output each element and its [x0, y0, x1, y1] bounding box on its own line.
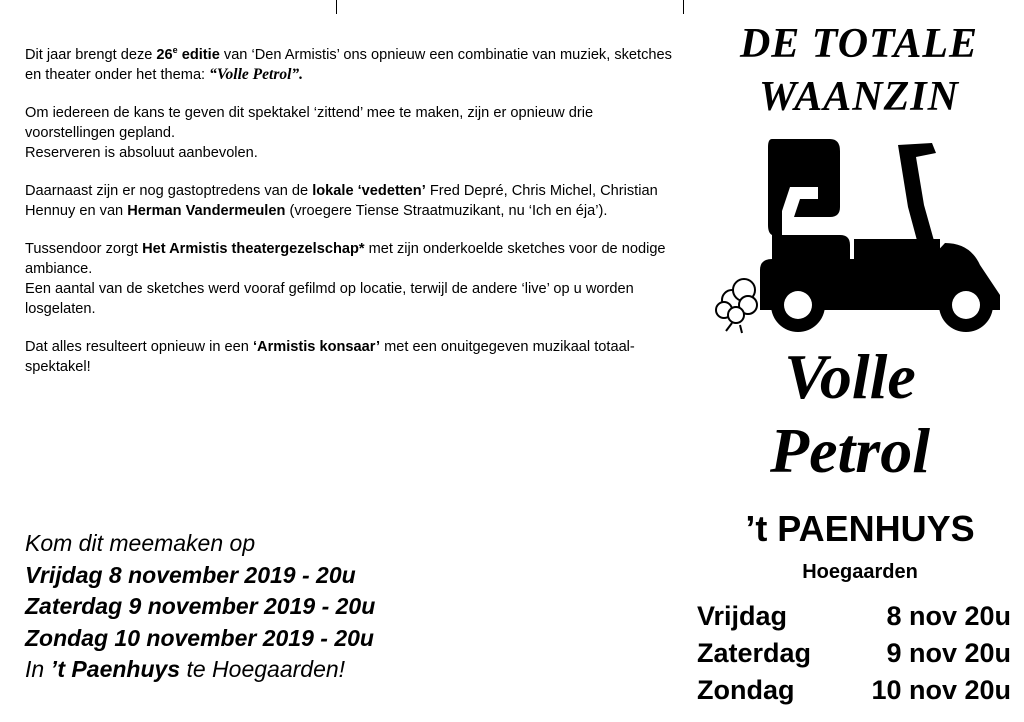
- promo-date-3: Zondag 10 november 2019 - 20u: [25, 624, 374, 651]
- promo-closing: In ’t Paenhuys te Hoegaarden!: [25, 656, 346, 682]
- paragraph-guests: Daarnaast zijn er nog gastoptredens van de lokale ‘vedetten’ Fred Depré, Chris Michel, Christian Hennuy en van Herman Vandermeulen (vroegere Tiense Straatmuzikant, nu ‘Ich en éja’).: [25, 182, 658, 219]
- paragraph-performances: Om iedereen de kans te geven dit spektakel ‘zittend’ mee te maken, zijn er opnieuw drie voorstellingen gepland. Reserveren is absoluut aanbevolen.: [25, 104, 594, 161]
- schedule: [697, 598, 1011, 709]
- venue-name: ’t PAENHUYS: [745, 508, 975, 549]
- paragraph-result: Dat alles resulteert opnieuw in een ‘Armistis konsaar’ met een onuitgegeven muzikaal totaal-spektakel!: [25, 338, 635, 375]
- promo-dates: [25, 528, 375, 686]
- fold-mark-left: [336, 0, 337, 14]
- promo-date-2: Zaterdag 9 november 2019 - 20u: [25, 593, 376, 619]
- mobility-scooter-icon: [710, 135, 1020, 335]
- paragraph-edition: Dit jaar brengt deze 26e editie van ‘Den Armistis’ ons opnieuw een combinatie van muziek, sketches en theater onder het thema: “Volle Petrol”.: [25, 45, 672, 83]
- show-title: Volle Petrol: [770, 341, 930, 486]
- schedule-row: Zondag 10 nov 20u: [697, 675, 1011, 705]
- exhaust-cloud-icon: [716, 279, 757, 333]
- fold-mark-right: [683, 0, 684, 14]
- promo-date-1: Vrijdag 8 november 2019 - 20u: [25, 561, 356, 588]
- theme-name: “Volle Petrol”.: [209, 65, 304, 83]
- paragraph-theatre: Tussendoor zorgt Het Armistis theatergezelschap* met zijn onderkoelde sketches voor de nodige ambiance. Een aantal van de sketches werd vooraf gefilmd op locatie, terwijl de andere ‘live’ op u worden losgelaten.: [25, 240, 666, 317]
- schedule-row: Vrijdag 8 nov 20u: [697, 601, 1011, 631]
- intro-text: [25, 40, 675, 395]
- edition-number: 26e editie: [156, 45, 220, 63]
- schedule-row: Zaterdag 9 nov 20u: [697, 638, 1011, 668]
- flyer-title: DE TOTALE WAANZIN: [739, 21, 979, 120]
- promo-intro: Kom dit meemaken op: [25, 530, 256, 556]
- venue-town: Hoegaarden: [802, 561, 918, 583]
